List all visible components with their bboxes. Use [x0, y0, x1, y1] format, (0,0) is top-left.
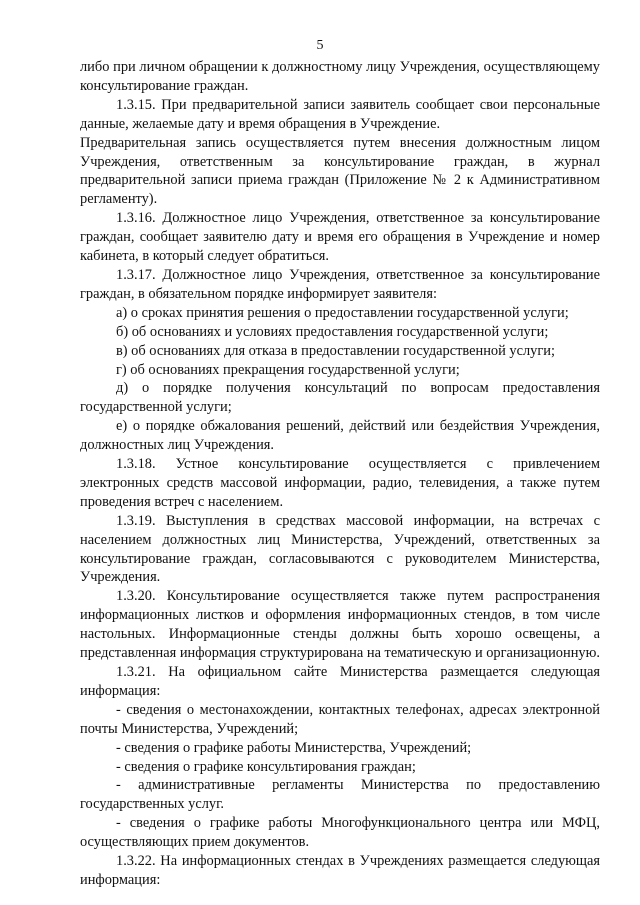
document-body: [80, 58, 600, 890]
list-item: - сведения о графике работы Многофункционального центра или МФЦ, осуществляющих прием документов.: [80, 815, 600, 851]
paragraph: 1.3.20. Консультирование осуществляется также путем распространения информационных листков и оформления информационных стендов, в том числе настольных. Информационные стенды должны быть хорошо освещены, а представленная информация структурирована на тематическую и организационную.: [80, 588, 600, 662]
paragraph: 1.3.16. Должностное лицо Учреждения, ответственное за консультирование граждан, сообщает заявителю дату и время его обращения в Учреждение и номер кабинета, в который следует обратиться.: [80, 210, 600, 265]
paragraph: 1.3.17. Должностное лицо Учреждения, ответственное за консультирование граждан, в обязательном порядке информирует заявителя:: [80, 266, 600, 302]
list-item: г) об основаниях прекращения государственной услуги;: [116, 361, 460, 378]
list-item: а) о сроках принятия решения о предоставлении государственной услуги;: [116, 304, 569, 321]
list-item: в) об основаниях для отказа в предоставлении государственной услуги;: [116, 342, 555, 359]
paragraph: 1.3.19. Выступления в средствах массовой информации, на встречах с населением должностных лиц Министерства, Учреждений, ответственных за консультирование граждан, согласовываются с руководителем Министерства, Учреждения.: [80, 512, 600, 586]
list-item: - административные регламенты Министерства по предоставлению государственных услуг.: [80, 777, 600, 813]
paragraph: Предварительная запись осуществляется путем внесения должностным лицом Учреждения, ответственным за консультирование граждан, в журнал предварительной записи приема граждан (Приложение № 2 к Административном регламенту).: [80, 134, 600, 208]
list-item: - сведения о местонахождении, контактных телефонах, адресах электронной почты Министерства, Учреждений;: [80, 701, 600, 737]
paragraph: либо при личном обращении к должностному лицу Учреждения, осуществляющему консультирование граждан.: [80, 59, 600, 94]
list-item: д) о порядке получения консультаций по вопросам предоставления государственной услуги;: [80, 380, 600, 416]
page-number: 5: [316, 38, 324, 53]
paragraph: 1.3.22. На информационных стендах в Учреждениях размещается следующая информация:: [80, 853, 600, 888]
list-item: - сведения о графике консультирования граждан;: [116, 758, 416, 775]
list-item: - сведения о графике работы Министерства, Учреждений;: [116, 739, 472, 756]
list-item: е) о порядке обжалования решений, действий или бездействия Учреждения, должностных лиц Учреждения.: [80, 418, 600, 454]
paragraph: 1.3.15. При предварительной записи заявитель сообщает свои персональные данные, желаемые дату и время обращения в Учреждение.: [80, 96, 600, 132]
list-item: б) об основаниях и условиях предоставления государственной услуги;: [116, 323, 549, 340]
paragraph: 1.3.21. На официальном сайте Министерства размещается следующая информация:: [80, 664, 600, 699]
paragraph: 1.3.18. Устное консультирование осуществляется с привлечением электронных средств массовой информации, радио, телевидения, а также путем проведения встреч с населением.: [80, 456, 600, 510]
